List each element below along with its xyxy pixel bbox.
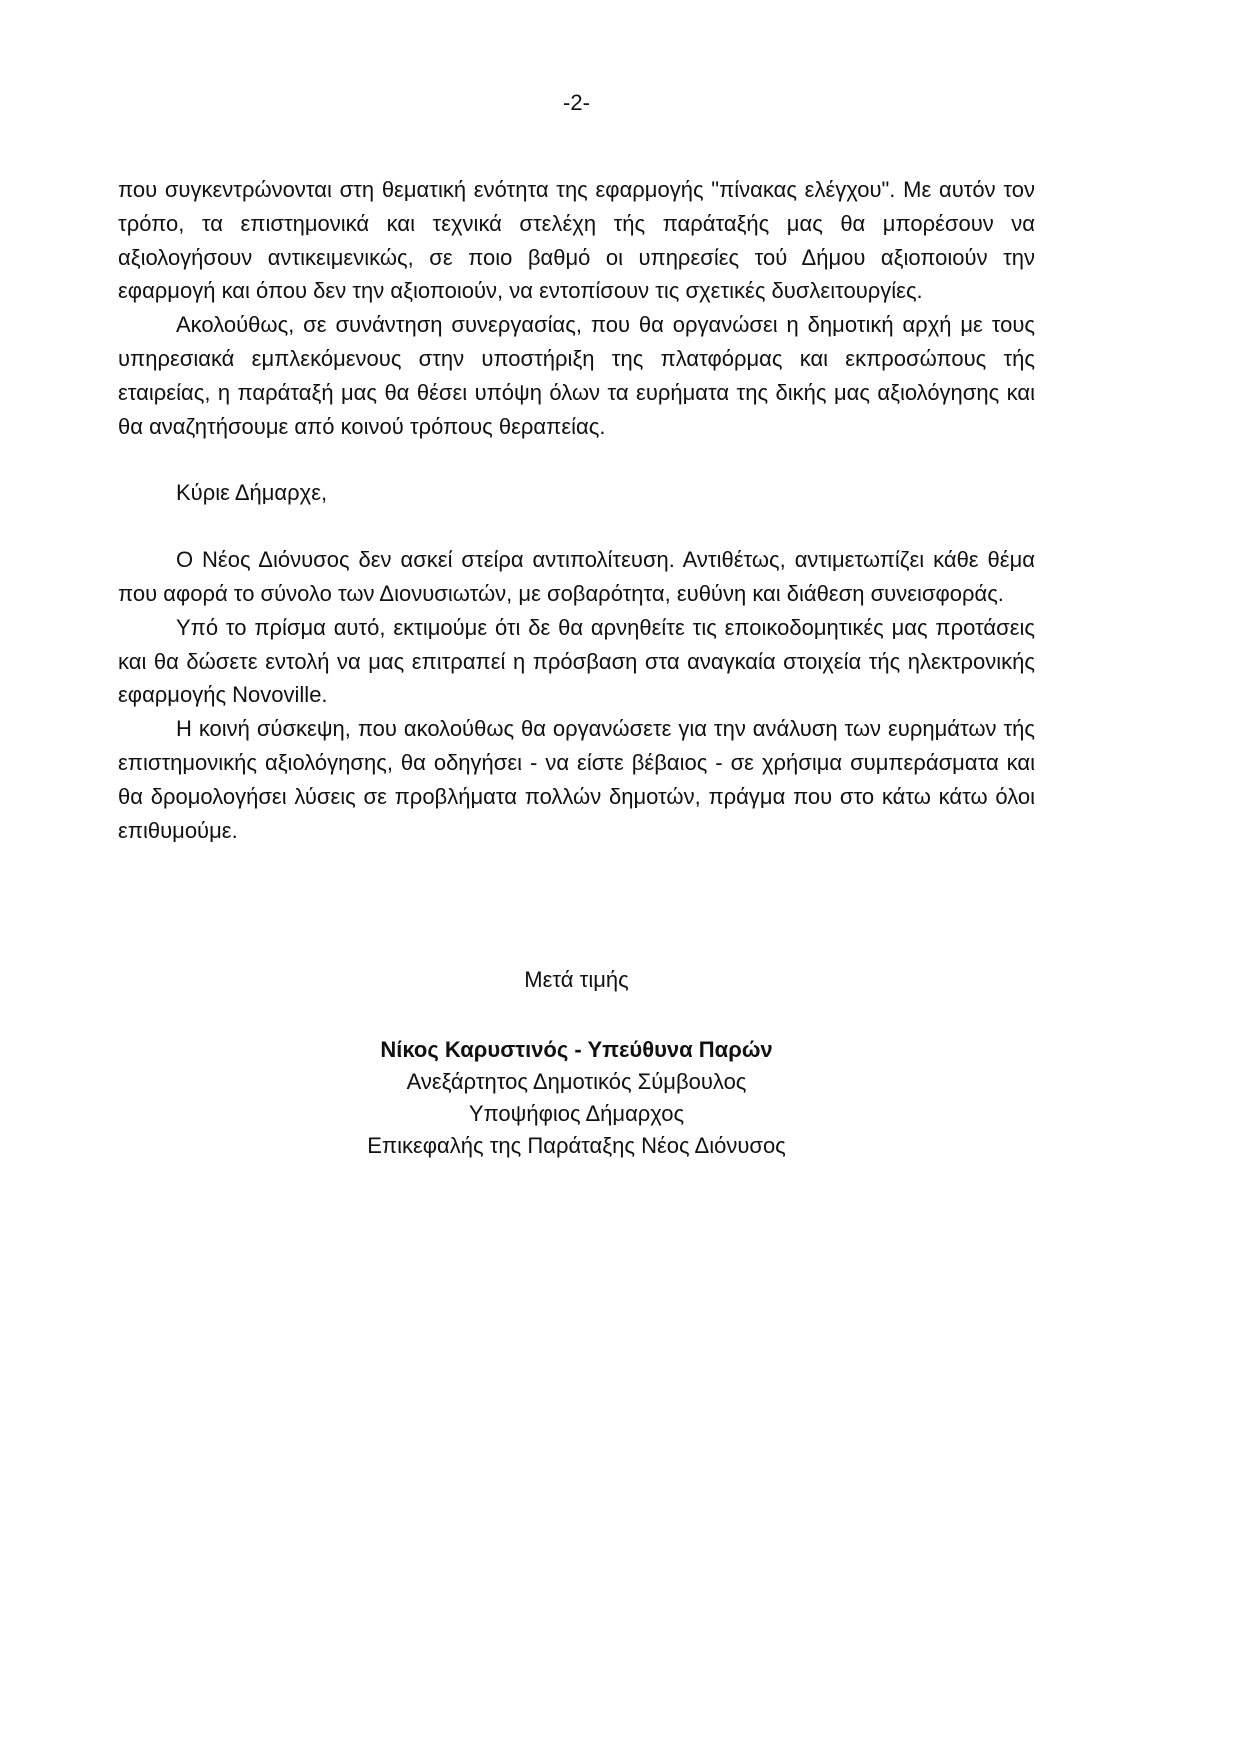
paragraph-3: Ο Νέος Διόνυσος δεν ασκεί στείρα αντιπολίτευση. Αντιθέτως, αντιμετωπίζει κάθε θέμα που αφορά το σύνολο των Διονυσιωτών, με σοβαρότητα, ευθύνη και διάθεση συνεισφοράς. — [118, 547, 1035, 606]
paragraph-5: Η κοινή σύσκεψη, που ακολούθως θα οργανώσετε για την ανάλυση των ευρημάτων τής επιστημονικής αξιολόγησης, θα οδηγήσει - να είστε βέβαιος - σε χρήσιμα συμπεράσματα και θα δρομολογήσει λύσεις σε προβλήματα πολλών δημοτών, πράγμα που στο κάτω κάτω όλοι επιθυμούμε. — [118, 716, 1035, 843]
signature-block — [0, 1034, 1153, 1162]
page-number: -2- — [563, 90, 590, 115]
paragraph-2: Ακολούθως, σε συνάντηση συνεργασίας, που θα οργανώσει η δημοτική αρχή με τους υπηρεσιακά εμπλεκόμενους στην υποστήριξη της πλατφόρμας και εκπροσώπους τής εταιρείας, η παράταξή μας θα θέσει υπόψη όλων τα ευρήματα της δικής μας αξιολόγησης και θα αναζητήσουμε από κοινού τρόπους θεραπείας. — [118, 312, 1035, 439]
paragraph-4: Υπό το πρίσμα αυτό, εκτιμούμε ότι δε θα αρνηθείτε τις εποικοδομητικές μας προτάσεις και θα δώσετε εντολή να μας επιτραπεί η πρόσβαση στα αναγκαία στοιχεία τής ηλεκτρονικής εφαρμογής Novoville. — [118, 614, 1035, 708]
letter-body — [118, 173, 1035, 847]
closing-greeting: Μετά τιμής — [524, 967, 629, 992]
salutation: Κύριε Δήμαρχε, — [176, 480, 328, 506]
signatory-title-3: Επικεφαλής της Παράταξης Νέος Διόνυσος — [367, 1133, 786, 1158]
signatory-name: Νίκος Καρυστινός - Υπεύθυνα Παρών — [380, 1037, 773, 1062]
signatory-title-2: Υποψήφιος Δήμαρχος — [468, 1101, 685, 1126]
signatory-title-1: Ανεξάρτητος Δημοτικός Σύμβουλος — [406, 1069, 747, 1094]
paragraph-1: που συγκεντρώνονται στη θεματική ενότητα της εφαρμογής "πίνακας ελέγχου". Με αυτόν τον τρόπο, τα επιστημονικά και τεχνικά στελέχη τής παράταξής μας θα μπορέσουν να αξιολογήσουν αντικειμενικώς, σε ποιο βαθμό οι υπηρεσίες τού Δήμου αξιοποιούν την εφαρμογή και όπου δεν την αξιοποιούν, να εντοπίσουν τις σχετικές δυσλειτουργίες. — [118, 177, 1035, 304]
